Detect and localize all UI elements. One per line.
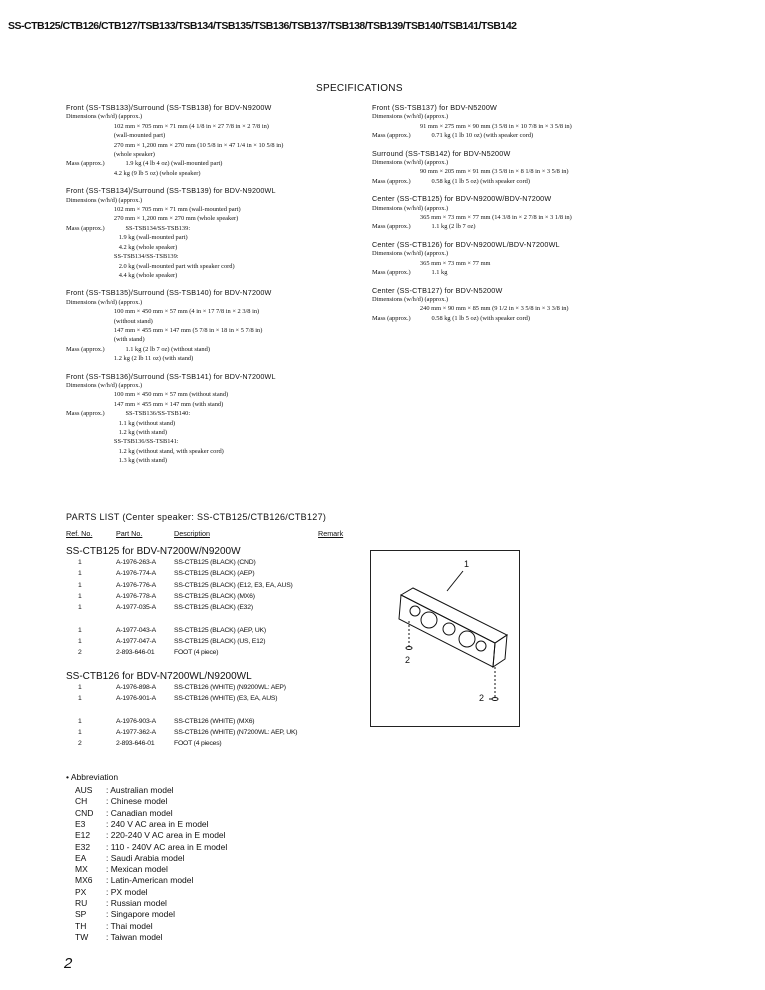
part-ref: 1 <box>78 637 82 645</box>
part-description: SS-CTB125 (BLACK) (AEP, UK) <box>174 626 266 634</box>
abbr-code: AUS <box>75 785 93 795</box>
part-number: A-1977-362-A <box>116 728 156 736</box>
part-number: A-1976-903-A <box>116 717 156 725</box>
spec-line: Mass (approx.) 0.58 kg (1 lb 5 oz) (with speaker cord) <box>372 314 530 322</box>
tweeter-left <box>410 606 420 616</box>
spec-line: 102 mm × 705 mm × 71 mm (wall-mounted part) <box>66 206 241 214</box>
part-description: FOOT (4 pieces) <box>174 740 222 748</box>
spec-line: 240 mm × 90 mm × 85 mm (9 1/2 in × 3 5/8 in × 3 3/8 in) <box>372 305 569 313</box>
spec-line: 100 mm × 450 mm × 57 mm (4 in × 17 7/8 in × 2 3/8 in) <box>66 308 260 316</box>
abbr-meaning: : Latin-American model <box>106 875 194 886</box>
abbr-meaning: : 110 - 240V AC area in E model <box>106 841 228 852</box>
part-number: A-1976-776-A <box>116 581 156 589</box>
abbr-code: E32 <box>75 841 91 852</box>
abbr-code: RU <box>75 898 88 908</box>
spec-line: Dimensions (w/h/d) (approx.) <box>66 298 143 306</box>
part-ref: 1 <box>78 684 82 691</box>
part-ref: 1 <box>78 695 82 703</box>
part-ref: 1 <box>78 570 82 578</box>
spec-heading: Front (SS-TSB136)/Surround (SS-TSB141) for BDV-N7200WL <box>66 371 276 381</box>
spec-line: Mass (approx.) 0.58 kg (1 lb 5 oz) (with speaker cord) <box>372 177 530 185</box>
section-ctb125: SS-CTB125 for BDV-N7200W/N9200W <box>66 546 241 557</box>
abbr-code: E3 <box>75 818 86 829</box>
spec-line: 1.2 kg (2 lb 11 oz) (with stand) <box>66 355 194 363</box>
spec-line: Mass (approx.) 1.1 kg <box>372 269 448 277</box>
spec-line: SS-TSB136/SS-TSB141: <box>66 438 179 446</box>
abbr-meaning: : Australian model <box>106 785 174 795</box>
abbr-meaning: : Mexican model <box>106 864 168 875</box>
spec-line: 1.1 kg (without stand) <box>66 419 176 427</box>
spec-line: Dimensions (w/h/d) (approx.) <box>372 159 449 167</box>
part-description: SS-CTB126 (WHITE) (E3, EA, AUS) <box>174 695 278 703</box>
spec-line: Dimensions (w/h/d) (approx.) <box>372 113 449 121</box>
part-ref: 2 <box>78 740 82 748</box>
abbr-code: CH <box>75 796 88 807</box>
spec-line: 270 mm × 1,200 mm × 270 mm (10 5/8 in × 47 1/4 in × 10 5/8 in) <box>66 141 284 149</box>
spec-heading: Front (SS-TSB133)/Surround (SS-TSB138) for BDV-N9200W <box>66 103 272 112</box>
spec-line: 365 mm × 73 mm × 77 mm (14 3/8 in × 2 7/8 in × 3 1/8 in) <box>372 214 572 222</box>
abbr-meaning: : Singapore model <box>106 909 175 920</box>
part-number: A-1977-047-A <box>116 637 156 645</box>
spec-line: 2.0 kg (wall-mounted part with speaker cord) <box>66 262 235 270</box>
abbr-code: TH <box>75 920 87 931</box>
spec-heading: Center (SS-CTB127) for BDV-N5200W <box>372 285 503 295</box>
spec-line: 147 mm × 455 mm × 147 mm (with stand) <box>66 400 224 408</box>
part-description: SS-CTB126 (WHITE) (N9200WL: AEP) <box>174 684 286 691</box>
callout-2-right: 2 <box>479 693 485 703</box>
part-number: A-1976-901-A <box>116 695 156 703</box>
abbr-meaning: : Chinese model <box>106 796 168 807</box>
col-header-remark: Remark <box>318 529 344 538</box>
part-number: 2-893-646-01 <box>116 649 155 657</box>
abbr-meaning: : Russian model <box>106 898 167 908</box>
part-description: SS-CTB125 (BLACK) (US, E12) <box>174 637 266 645</box>
spec-line: (without stand) <box>66 317 153 325</box>
spec-heading: Surround (SS-TSB142) for BDV-N5200W <box>372 148 511 158</box>
spec-line: Mass (approx.) SS-TSB134/SS-TSB139: <box>66 224 191 232</box>
spec-line: Mass (approx.) 0.71 kg (1 lb 10 oz) (with speaker cord) <box>372 132 534 140</box>
spec-line: 90 mm × 205 mm × 91 mm (3 5/8 in × 8 1/8 in × 3 5/8 in) <box>372 168 569 176</box>
part-ref: 1 <box>78 717 82 725</box>
spec-line: 147 mm × 455 mm × 147 mm (5 7/8 in × 18 in × 5 7/8 in) <box>66 326 263 334</box>
page-header: SS-CTB125/CTB126/CTB127/TSB133/TSB134/TSB135/TSB136/TSB137/TSB138/TSB139/TSB140/TSB141/TSB142 <box>8 20 517 32</box>
callout-1: 1 <box>464 559 470 569</box>
abbr-code: PX <box>75 886 87 897</box>
tweeter-right <box>476 641 486 651</box>
part-ref: 1 <box>78 604 82 612</box>
col-header-ref: Ref. No. <box>66 529 93 538</box>
spec-line: 4.2 kg (whole speaker) <box>66 243 178 251</box>
driver-center <box>443 623 455 635</box>
abbr-code: E12 <box>75 830 91 841</box>
abbr-meaning: : 220-240 V AC area in E model <box>106 830 226 841</box>
spec-line: (whole speaker) <box>66 151 155 159</box>
spec-line: 1.2 kg (with stand) <box>66 429 168 436</box>
spec-line: 1.3 kg (with stand) <box>66 457 168 465</box>
woofer-right <box>459 631 475 647</box>
spec-line: (wall-mounted part) <box>66 132 166 140</box>
spec-line: Dimensions (w/h/d) (approx.) <box>66 381 143 389</box>
abbr-code: MX6 <box>75 875 93 886</box>
spec-line: Dimensions (w/h/d) (approx.) <box>372 295 449 303</box>
foot-left <box>406 647 412 650</box>
part-number: A-1976-898-A <box>116 684 156 691</box>
col-header-part: Part No. <box>116 529 143 538</box>
foot-right <box>492 698 498 701</box>
abbr-code: SP <box>75 909 87 920</box>
part-ref: 1 <box>78 592 82 600</box>
spec-line: 91 mm × 275 mm × 90 mm (3 5/8 in × 10 7/8 in × 3 5/8 in) <box>372 122 572 130</box>
abbr-code: CND <box>75 807 94 818</box>
spec-line: Dimensions (w/h/d) (approx.) <box>66 113 143 121</box>
spec-line: 1.9 kg (wall-mounted part) <box>66 234 188 242</box>
abbr-code: TW <box>75 931 89 942</box>
part-number: A-1976-263-A <box>116 559 156 566</box>
part-number: A-1976-778-A <box>116 592 156 600</box>
spec-line: SS-TSB134/SS-TSB139: <box>66 253 179 261</box>
abbr-meaning: : PX model <box>106 886 148 897</box>
part-number: A-1977-035-A <box>116 604 156 612</box>
abbr-meaning: : Saudi Arabia model <box>106 852 185 863</box>
right-spec-column <box>372 103 572 331</box>
spec-line: Dimensions (w/h/d) (approx.) <box>372 250 449 258</box>
center-speaker-illustration <box>371 551 519 726</box>
part-description: SS-CTB126 (WHITE) (MX6) <box>174 717 255 725</box>
part-number: 2-893-646-01 <box>116 740 155 748</box>
abbr-code: EA <box>75 852 87 863</box>
abbr-meaning: : Thai model <box>106 920 153 931</box>
callout-2-left: 2 <box>405 655 411 665</box>
parts-list-title: PARTS LIST (Center speaker: SS-CTB125/CTB126/CTB127) <box>66 512 327 522</box>
part-ref: 1 <box>78 559 82 566</box>
spec-line: 270 mm × 1,200 mm × 270 mm (whole speaker) <box>66 215 239 223</box>
part-ref: 1 <box>78 581 82 589</box>
spec-line: Mass (approx.) 1.1 kg (2 lb 7 oz) (without stand) <box>66 345 210 353</box>
part-ref: 1 <box>78 728 82 736</box>
part-number: A-1976-774-A <box>116 570 156 578</box>
part-description: SS-CTB125 (BLACK) (E12, E3, EA, AUS) <box>174 581 293 589</box>
part-description: FOOT (4 piece) <box>174 649 219 657</box>
part-number: A-1977-043-A <box>116 626 156 634</box>
spec-line: (with stand) <box>66 336 145 344</box>
spec-line: 102 mm × 705 mm × 71 mm (4 1/8 in × 27 7/8 in × 2 7/8 in) <box>66 122 269 130</box>
part-ref: 2 <box>78 649 82 657</box>
part-description: SS-CTB125 (BLACK) (AEP) <box>174 570 255 578</box>
abbr-code: MX <box>75 864 88 875</box>
woofer-left <box>421 612 437 628</box>
left-spec-column <box>66 103 283 474</box>
part-ref: 1 <box>78 626 82 634</box>
section-ctb126: SS-CTB126 for BDV-N7200WL/N9200WL <box>66 671 252 682</box>
spec-heading: Front (SS-TSB135)/Surround (SS-TSB140) for BDV-N7200W <box>66 288 272 298</box>
page-number: 2 <box>64 955 73 972</box>
abbr-meaning: : Canadian model <box>106 807 173 818</box>
spec-heading: Center (SS-CTB125) for BDV-N9200W/BDV-N7200W <box>372 194 552 204</box>
spec-line: 4.2 kg (9 lb 5 oz) (whole speaker) <box>66 169 201 177</box>
abbr-meaning: : 240 V AC area in E model <box>106 818 209 829</box>
callout-line-1 <box>447 571 463 591</box>
part-description: SS-CTB126 (WHITE) (N7200WL: AEP, UK) <box>174 728 298 736</box>
spec-line: Mass (approx.) SS-TSB136/SS-TSB140: <box>66 410 191 418</box>
part-description: SS-CTB125 (BLACK) (MX6) <box>174 592 255 600</box>
part-description: SS-CTB125 (BLACK) (E32) <box>174 604 253 612</box>
spec-line: 365 mm × 73 mm × 77 mm <box>372 259 491 267</box>
col-header-desc: Description <box>174 529 210 538</box>
spec-line: 1.2 kg (without stand, with speaker cord) <box>66 447 224 455</box>
spec-line: Mass (approx.) 1.1 kg (2 lb 7 oz) <box>372 223 476 231</box>
spec-line: Dimensions (w/h/d) (approx.) <box>66 196 143 204</box>
abbr-meaning: : Taiwan model <box>106 931 163 942</box>
abbreviation-title: • Abbreviation <box>66 772 119 782</box>
speaker-side <box>493 635 507 667</box>
spec-line: 100 mm × 450 mm × 57 mm (without stand) <box>66 391 229 399</box>
spec-line: 4.4 kg (whole speaker) <box>66 271 178 279</box>
spec-line: Dimensions (w/h/d) (approx.) <box>372 204 449 212</box>
spec-heading: Front (SS-TSB134)/Surround (SS-TSB139) for BDV-N9200WL <box>66 186 276 196</box>
spec-heading: Center (SS-CTB126) for BDV-N9200WL/BDV-N7200WL <box>372 239 560 249</box>
spec-line: Mass (approx.) 1.9 kg (4 lb 4 oz) (wall-mounted part) <box>66 160 223 168</box>
spec-heading: Front (SS-TSB137) for BDV-N5200W <box>372 103 498 112</box>
specifications-title: SPECIFICATIONS <box>316 83 403 94</box>
part-description: SS-CTB125 (BLACK) (CND) <box>174 559 256 566</box>
speaker-figure <box>370 550 520 727</box>
